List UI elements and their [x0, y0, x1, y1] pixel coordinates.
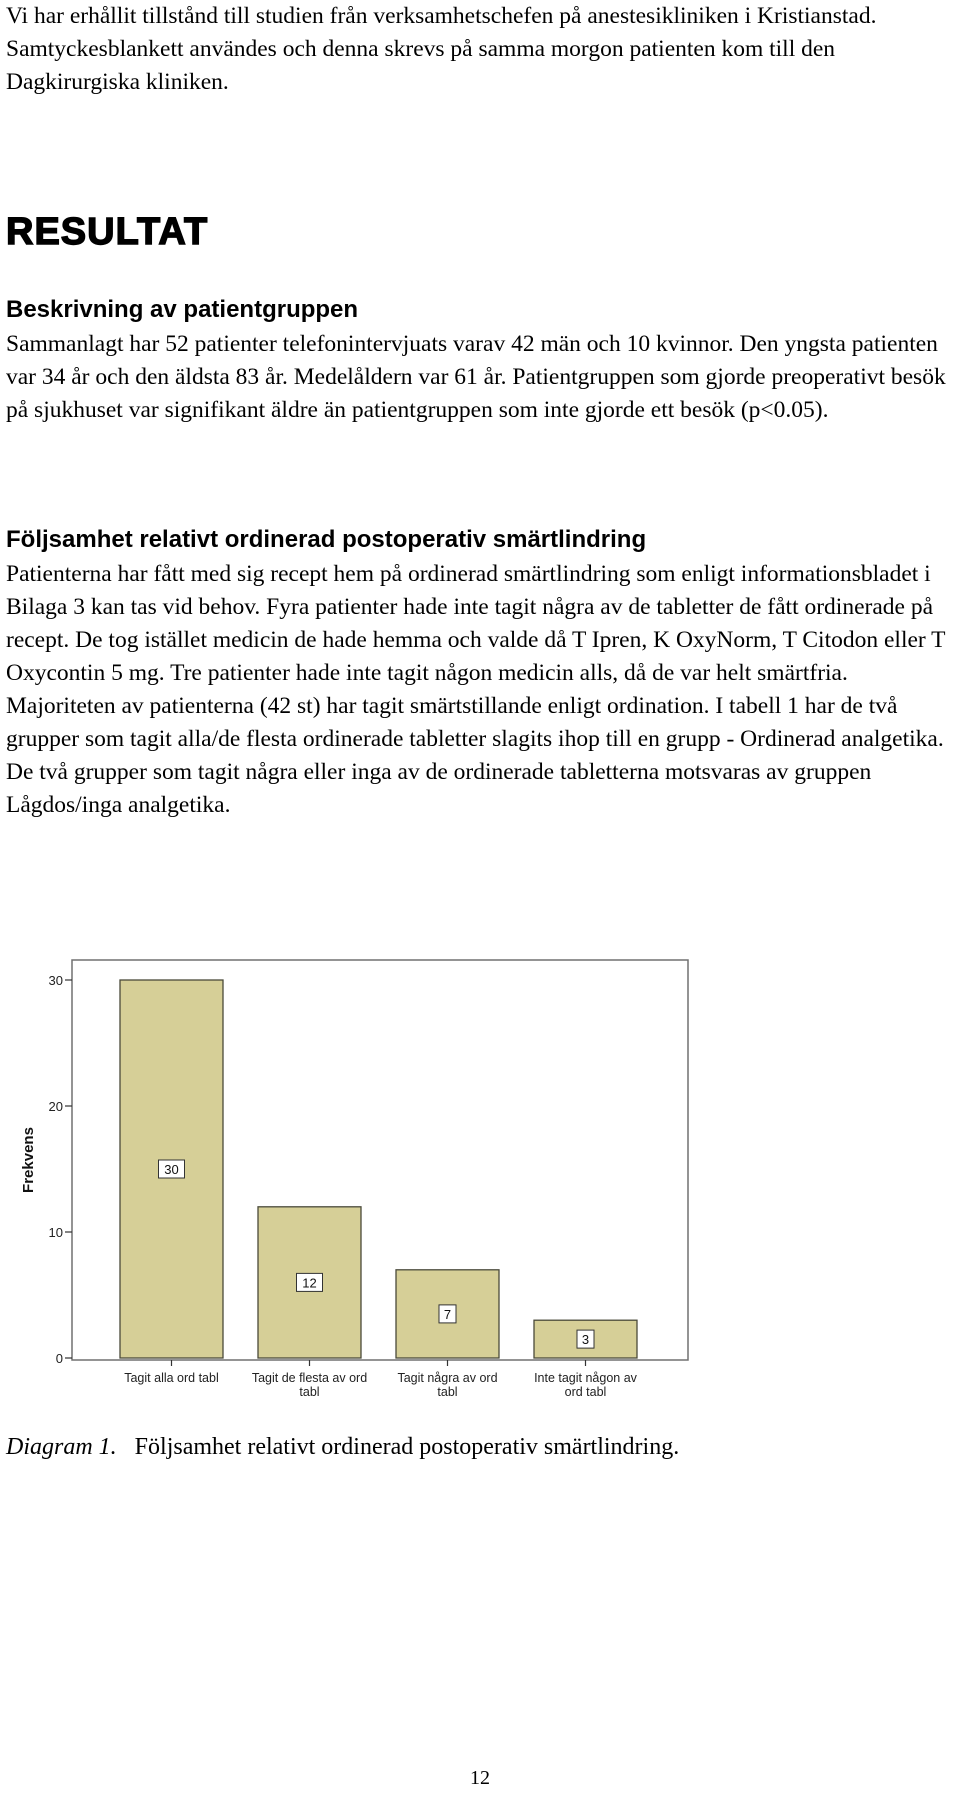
- data-label: 3: [581, 1332, 590, 1348]
- compliance-paragraph: Patienterna har fått med sig recept hem på ordinerad smärtlindring som enligt informationsbladet i Bilaga 3 kan tas vid behov. Fyra patienter hade inte tagit några av de tabletter de fått ordinerade på recept. De tog istället medicin de hade hemma och valde då T Ipren, K OxyNorm, T Citodon eller T Oxycontin 5 mg. Tre patienter hade inte tagit någon medicin alls, då de var helt smärtfria. Majoriteten av patienterna (42 st) har tagit smärtstillande enligt ordination. I tabell 1 har de två grupper som tagit alla/de flesta ordinerade tabletter slagits ihop till en grupp - Ordinerad analgetika. De två grupper som tagit några eller inga av de ordinerade tabletterna motsvaras av gruppen Lågdos/inga analgetika.: [6, 561, 946, 818]
- x-category-label: Tagit alla ord tabl: [124, 1371, 219, 1385]
- intro-paragraph: Vi har erhållit tillstånd till studien från verksamhetschefen på anestesikliniken i Kristianstad. Samtyckesblankett användes och denna skrevs på samma morgon patienten kom till den Dagkirurgiska kliniken.: [6, 3, 877, 95]
- x-category-label: Tagit några av ord: [397, 1371, 498, 1385]
- compliance-bar-chart: [0, 940, 720, 1410]
- patient-group-paragraph: Sammanlagt har 52 patienter telefonintervjuats varav 42 män och 10 kvinnor. Den yngsta patienten var 34 år och den äldsta 83 år. Medelåldern var 61 år. Patientgruppen som gjorde preoperativt besök på sjukhuset var signifikant äldre än patientgruppen som inte gjorde ett besök (p<0.05).: [6, 331, 946, 423]
- data-label: 30: [164, 1162, 179, 1177]
- x-category-label: tabl: [299, 1385, 320, 1399]
- results-heading: RESULTAT: [6, 211, 209, 253]
- data-label: 7: [443, 1306, 452, 1322]
- y-tick-label: 10: [48, 1225, 63, 1240]
- data-label: 12: [302, 1275, 317, 1291]
- y-tick-label: 20: [48, 1099, 63, 1114]
- caption-text: Följsamhet relativt ordinerad postoperativ smärtlindring.: [134, 1434, 680, 1460]
- x-category-label: ord tabl: [564, 1385, 607, 1399]
- x-category-label: Inte tagit någon av: [534, 1371, 637, 1385]
- y-tick-label: 30: [48, 973, 63, 988]
- y-tick-label: 0: [55, 1351, 63, 1366]
- x-category-label: Tagit de flesta av ord: [251, 1371, 368, 1385]
- figure-caption: [6, 1432, 679, 1462]
- x-category-label: tabl: [437, 1385, 458, 1399]
- section-heading-patient-group: Beskrivning av patientgruppen: [6, 296, 359, 323]
- caption-label: Diagram 1.: [6, 1434, 117, 1460]
- section-heading-compliance: Följsamhet relativt ordinerad postoperativ smärtlindring: [6, 526, 647, 553]
- y-axis-title: Frekvens: [20, 1127, 37, 1193]
- page-number: 12: [470, 1767, 490, 1789]
